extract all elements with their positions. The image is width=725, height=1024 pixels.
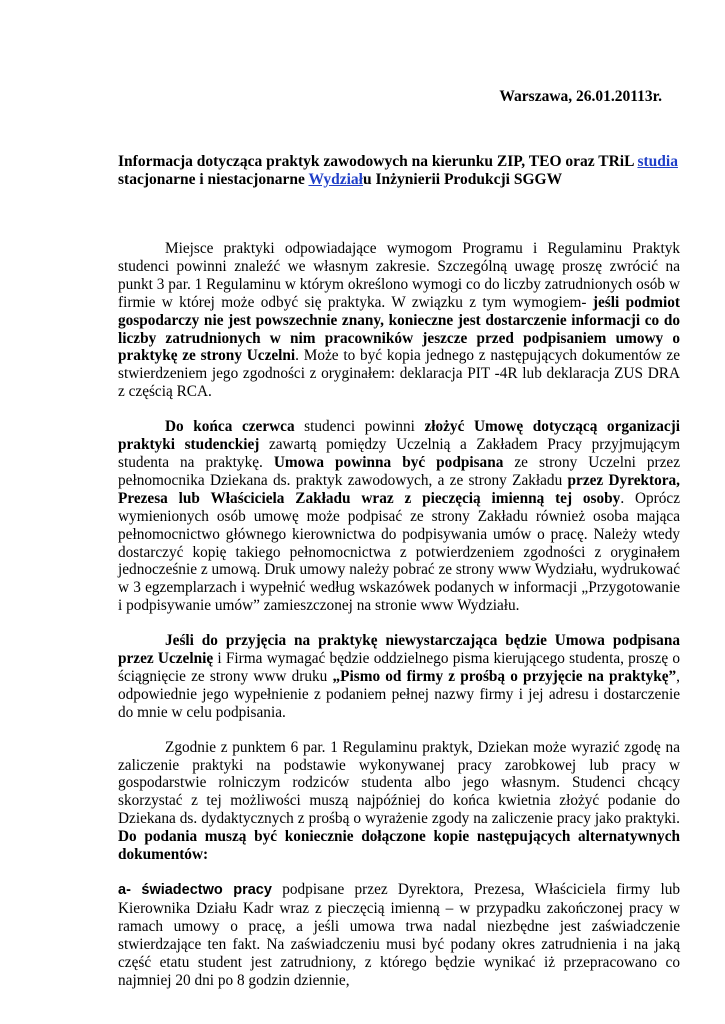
title-part-3: u Inżynierii Produkcji SGGW [363, 171, 563, 188]
studia-link[interactable]: studia [637, 153, 678, 170]
title-part-2: stacjonarne i niestacjonarne [118, 171, 305, 188]
paragraph-internship-place [118, 240, 680, 401]
p3-text-1: i Firma wymagać będzie oddzielnego pisma kierującego studenta, proszę o ściągnięcie ze strony www druku [118, 650, 681, 685]
p1-text-1: Miejsce praktyki odpowiadające wymogom Programu i Regulaminu Praktyk studenci powinni znaleźć we własnym zakresie. Szczególną uwagę proszę zwrócić na punkt 3 par. 1 Regulaminu w którym określono wymogi co do liczby zatrudnionych osób w firmie w której może odbyć się praktyka. W związku z tym wymogiem- [118, 240, 680, 311]
p3-bold-2: „Pismo od firmy z prośbą o przyjęcie na praktykę” [332, 667, 677, 685]
p5-text-1: podpisane przez Dyrektora, Prezesa, Właściciela firmy lub Kierownika Działu Kadr wraz z pieczęcią imienną – w przypadku zakończonej pracy w ramach umowy o pracę, a jeśli umowa trwa nadal niezbędne jest zaświadczenie stwierdzające ten fakt. Na zaświadczeniu musi być podany okres zatrudnienia i na jaką część etatu student jest zatrudniony, z którego będzie wynikać iż przepracowano co najmniej 20 dni po 8 godzin dziennie, [118, 881, 681, 989]
p3-bold-1: Jeśli do przyjęcia na praktykę niewystarczająca będzie Umowa podpisana przez Uczelnię [118, 632, 680, 668]
p3-text-2: , odpowiednie jego wypełnienie z podaniem pełnej nazwy firmy i jej adresu i dostarczenie do mnie w celu podpisania. [118, 667, 680, 721]
paragraph-work-certificate [118, 881, 680, 989]
p1-text-2: . Może to być kopia jednego z następujących dokumentów ze stwierdzeniem jego zgodności z oryginałem: deklaracja PIT -4R lub deklaracja ZUS DRA z częścią RCA. [118, 347, 680, 401]
p1-bold-1: jeśli podmiot gospodarczy nie jest powszechnie znany, konieczne jest dostarczenie informacji co do liczby zatrudnionych w nim pracowników jeszcze przed podpisaniem umowy o praktykę ze strony Uczelni [118, 293, 680, 365]
p2-text-1: studenci powinni [294, 418, 425, 436]
paragraph-company-letter [118, 632, 680, 722]
p2-text-4: . Oprócz wymienionych osób umowę może podpisać ze strony Zakładu również osoba mająca pełnomocnictwo głównego kierownictwa do podpisywania umów o pracę. Należy wtedy dostarczyć kopię takiego pełnomocnictwa z potwierdzeniem zgodności z oryginałem jednocześnie z umową. Druk umowy należy pobrać ze strony www Wydziału, wydrukować w 3 egzemplarzach i wypełnić według wskazówek podanych w informacji „Przygotowanie i podpisywanie umów” zamieszczonej na stronie www Wydziału. [118, 489, 680, 615]
document-date: Warszawa, 26.01.20113r. [499, 88, 662, 105]
p2-bold-2: złożyć Umowę dotyczącą organizacji praktyki studenckiej [118, 418, 680, 454]
p2-bold-4: przez Dyrektora, Prezesa lub Właściciela Zakładu wraz z pieczęcią imienną tej osoby [118, 471, 680, 507]
p2-text-2: zawartą pomiędzy Uczelnią a Zakładem Pracy przyjmującym studenta na praktykę. [118, 436, 680, 471]
wydzial-link[interactable]: Wydział [308, 171, 363, 188]
document-body [118, 240, 680, 1006]
paragraph-work-credit [118, 739, 680, 864]
p2-bold-3: Umowa powinna być podpisana [273, 453, 504, 471]
title-part-1: Informacja dotycząca praktyk zawodowych na kierunku ZIP, TEO oraz TRiL [118, 153, 634, 170]
paragraph-agreement [118, 418, 680, 615]
document-title [118, 153, 678, 189]
p2-text-3: ze strony Uczelni przez pełnomocnika Dziekana ds. praktyk zawodowych, a ze strony Zakładu [118, 453, 680, 489]
p4-bold-1: Do podania muszą być koniecznie dołączone kopie następujących alternatywnych dokumentów: [118, 828, 680, 864]
p2-bold-1: Do końca czerwca [165, 418, 295, 436]
p5-bold-1: a- świadectwo pracy [118, 882, 272, 898]
p4-text-1: Zgodnie z punktem 6 par. 1 Regulaminu praktyk, Dziekan może wyrazić zgodę na zaliczenie praktyki na podstawie wykonywanej pracy zarobkowej lub pracy w gospodarstwie rolniczym rodziców studenta albo jego własnym. Studenci chcący skorzystać z tej możliwości muszą najpóźniej do końca kwietnia złożyć podanie do Dziekana ds. dydaktycznych z prośbą o wyrażenie zgody na zaliczenie pracy jako praktyki. [118, 738, 680, 828]
